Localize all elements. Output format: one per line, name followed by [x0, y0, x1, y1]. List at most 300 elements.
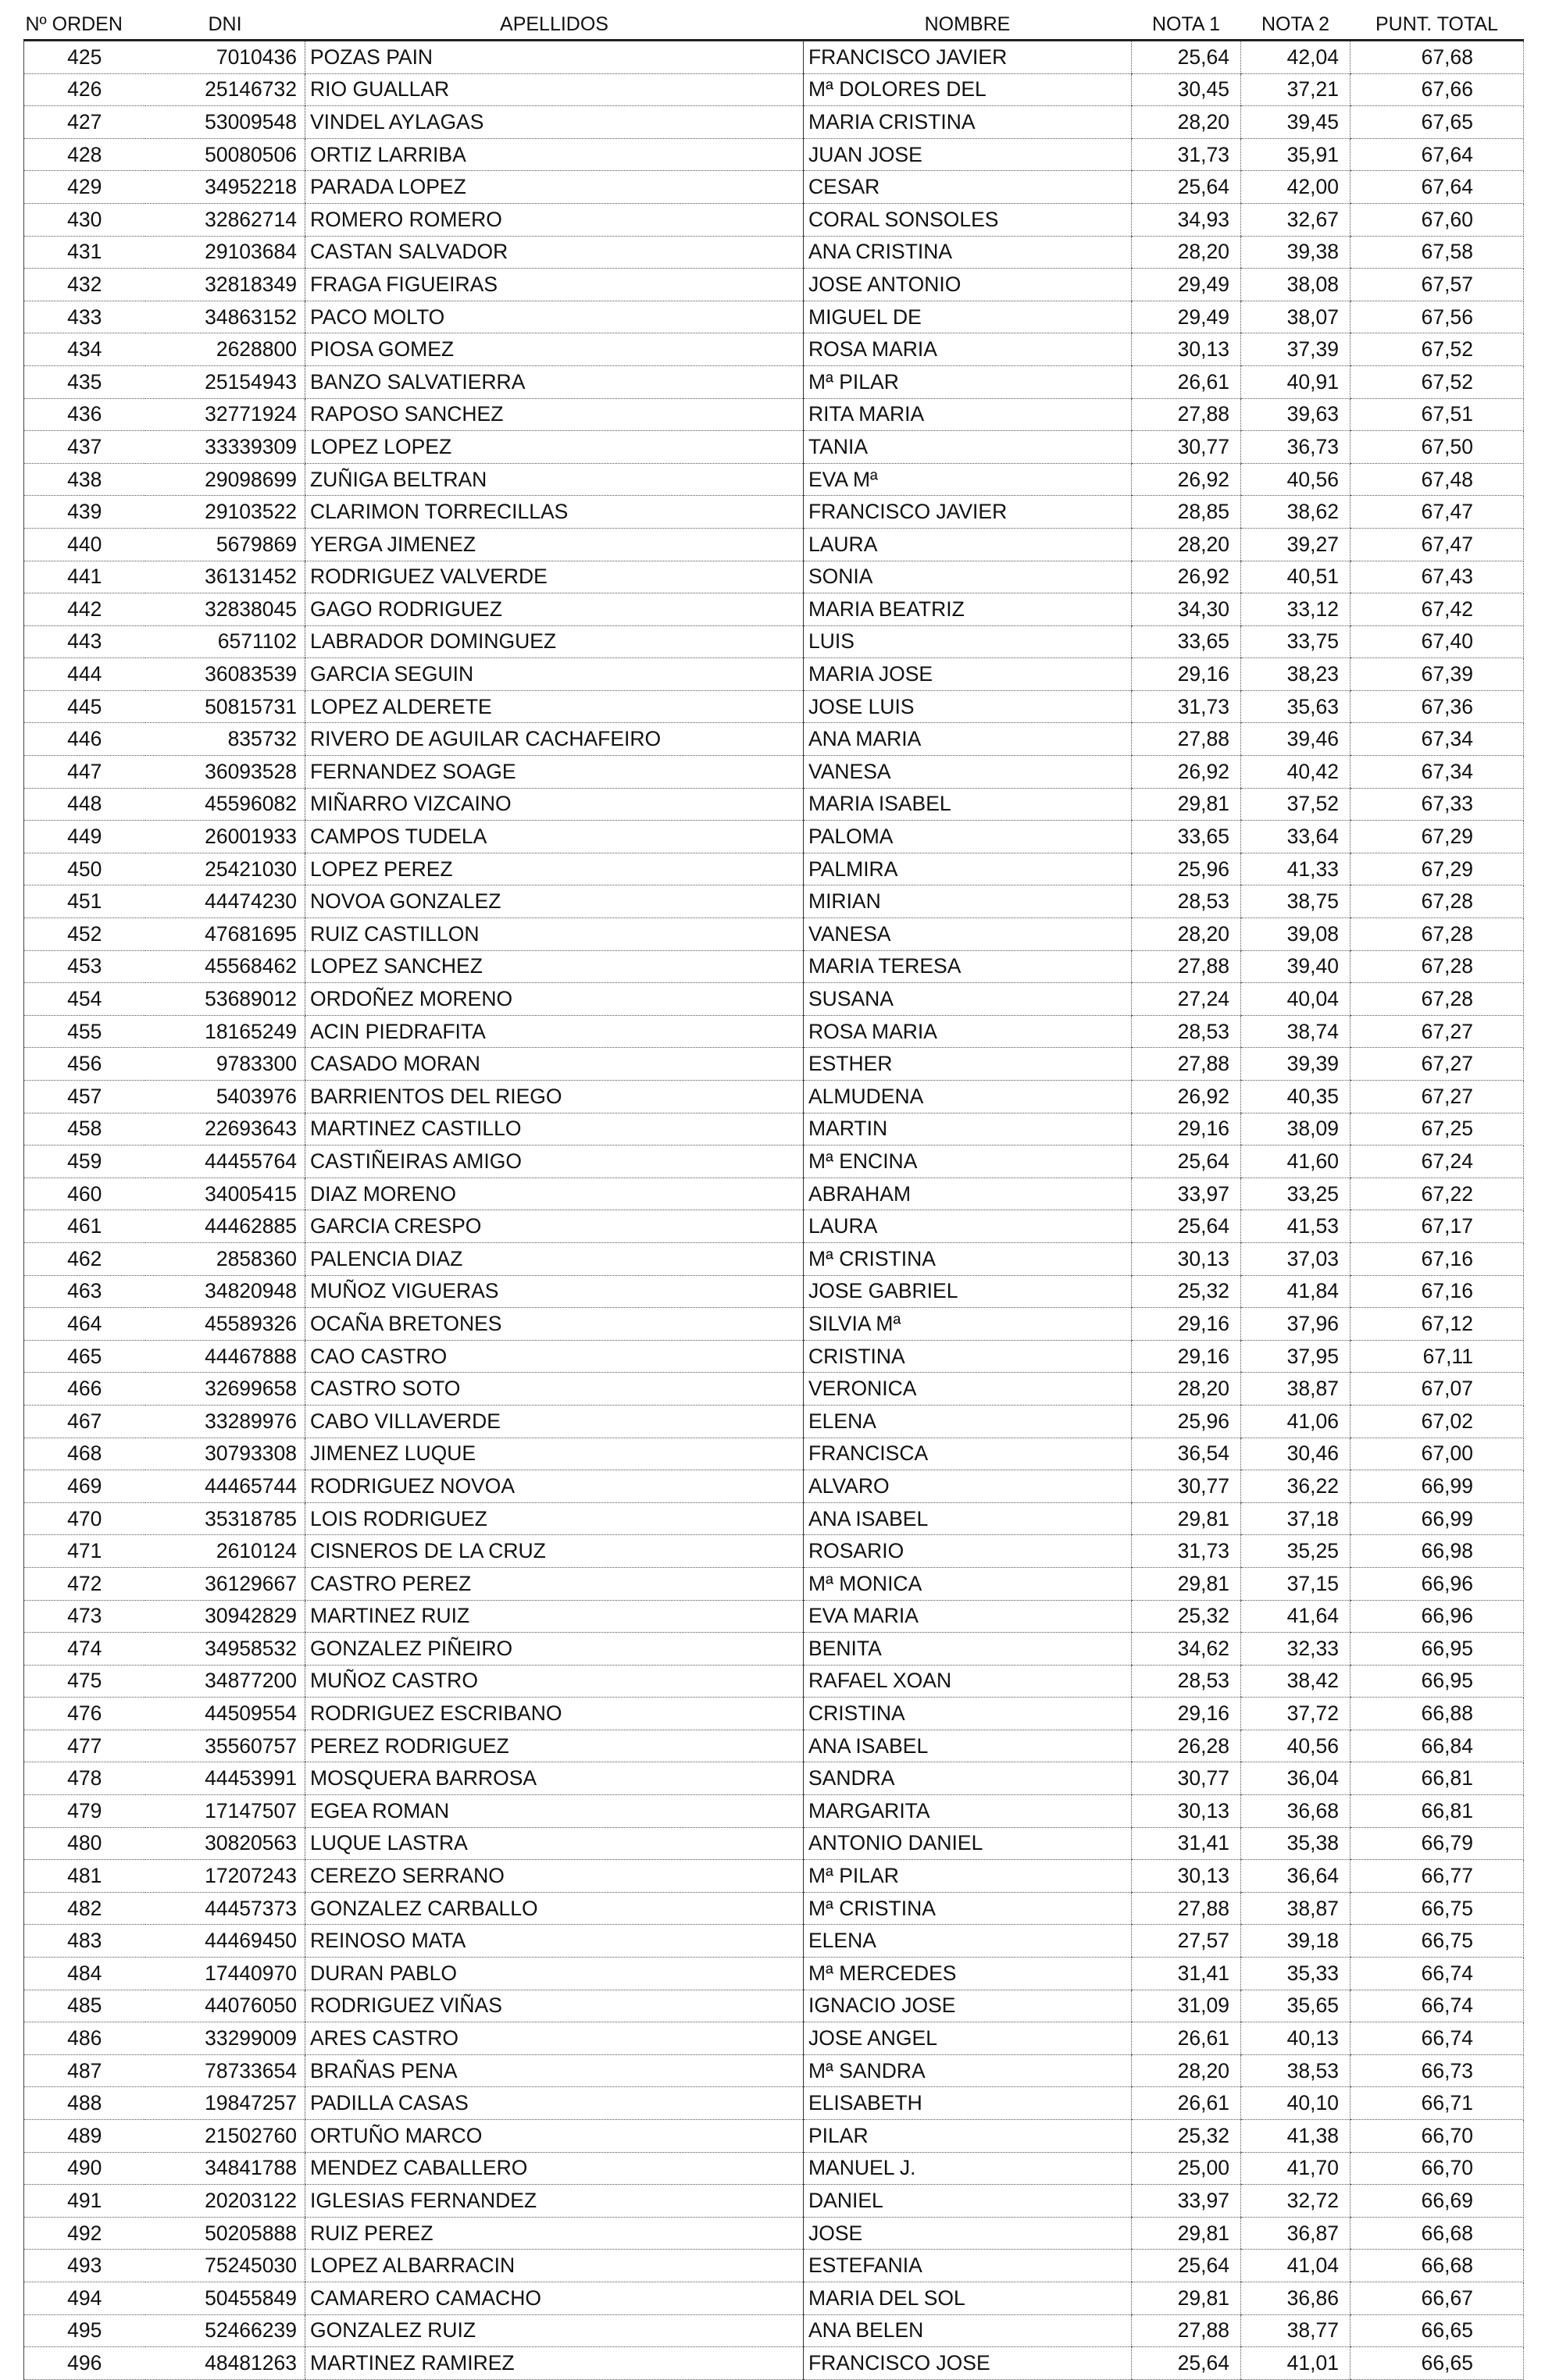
- dni-cell: 34952218: [145, 171, 305, 204]
- orden-cell: 446: [24, 723, 145, 756]
- apellidos-cell: PALENCIA DIAZ: [305, 1242, 804, 1275]
- nota1-cell: 27,88: [1132, 2314, 1241, 2347]
- apellidos-cell: FERNANDEZ SOAGE: [305, 756, 804, 789]
- table-row: [24, 1081, 1524, 1113]
- nombre-cell: FRANCISCO JAVIER: [804, 41, 1132, 74]
- dni-cell: 45596082: [145, 788, 305, 821]
- dni-cell: 48481263: [145, 2347, 305, 2380]
- total-cell: 67,00: [1350, 1438, 1524, 1470]
- dni-cell: 25154943: [145, 365, 305, 398]
- apellidos-cell: LOPEZ LOPEZ: [305, 431, 804, 464]
- nombre-cell: MARIA CRISTINA: [804, 106, 1132, 139]
- nombre-cell: CORAL SONSOLES: [804, 203, 1132, 236]
- orden-cell: 431: [24, 236, 145, 269]
- nombre-cell: ELENA: [804, 1405, 1132, 1438]
- nota2-cell: 41,33: [1241, 853, 1350, 885]
- table-row: [24, 333, 1524, 366]
- total-cell: 67,02: [1350, 1405, 1524, 1438]
- nota1-cell: 34,30: [1132, 593, 1241, 626]
- dni-cell: 19847257: [145, 2087, 305, 2120]
- dni-cell: 75245030: [145, 2250, 305, 2282]
- header-dni: DNI: [145, 5, 305, 41]
- dni-cell: 50205888: [145, 2217, 305, 2250]
- apellidos-cell: PEREZ RODRIGUEZ: [305, 1730, 804, 1762]
- nota2-cell: 36,86: [1241, 2282, 1350, 2314]
- orden-cell: 444: [24, 658, 145, 691]
- table-row: [24, 2022, 1524, 2055]
- total-cell: 67,25: [1350, 1113, 1524, 1145]
- nota2-cell: 36,73: [1241, 431, 1350, 464]
- table-row: [24, 1210, 1524, 1243]
- orden-cell: 433: [24, 301, 145, 333]
- nota2-cell: 35,38: [1241, 1827, 1350, 1860]
- orden-cell: 436: [24, 398, 145, 431]
- orden-cell: 468: [24, 1438, 145, 1470]
- total-cell: 66,95: [1350, 1665, 1524, 1698]
- apellidos-cell: FRAGA FIGUEIRAS: [305, 269, 804, 301]
- apellidos-cell: MARTINEZ RUIZ: [305, 1600, 804, 1633]
- total-cell: 67,42: [1350, 593, 1524, 626]
- nota1-cell: 25,00: [1132, 2152, 1241, 2185]
- table-row: [24, 625, 1524, 658]
- table-row: [24, 1405, 1524, 1438]
- nota2-cell: 38,77: [1241, 2314, 1350, 2347]
- nota1-cell: 28,20: [1132, 528, 1241, 561]
- dni-cell: 44474230: [145, 885, 305, 918]
- nombre-cell: VERONICA: [804, 1373, 1132, 1406]
- total-cell: 67,33: [1350, 788, 1524, 821]
- dni-cell: 36093528: [145, 756, 305, 789]
- apellidos-cell: ORDOÑEZ MORENO: [305, 983, 804, 1016]
- apellidos-cell: ROMERO ROMERO: [305, 203, 804, 236]
- total-cell: 66,74: [1350, 1990, 1524, 2022]
- table-row: [24, 1860, 1524, 1893]
- table-row: [24, 2250, 1524, 2282]
- dni-cell: 36083539: [145, 658, 305, 691]
- apellidos-cell: MOSQUERA BARROSA: [305, 1762, 804, 1795]
- nota1-cell: 29,16: [1132, 1698, 1241, 1730]
- orden-cell: 430: [24, 203, 145, 236]
- header-row: [24, 5, 1524, 41]
- nombre-cell: VANESA: [804, 918, 1132, 951]
- apellidos-cell: PACO MOLTO: [305, 301, 804, 333]
- dni-cell: 25146732: [145, 73, 305, 106]
- nota1-cell: 29,49: [1132, 269, 1241, 301]
- nota1-cell: 28,85: [1132, 496, 1241, 529]
- dni-cell: 47681695: [145, 918, 305, 951]
- dni-cell: 34841788: [145, 2152, 305, 2185]
- nombre-cell: MIGUEL DE: [804, 301, 1132, 333]
- orden-cell: 445: [24, 690, 145, 723]
- nota2-cell: 38,09: [1241, 1113, 1350, 1145]
- table-row: [24, 1827, 1524, 1860]
- nota2-cell: 39,63: [1241, 398, 1350, 431]
- nota2-cell: 38,23: [1241, 658, 1350, 691]
- table-row: [24, 1308, 1524, 1341]
- total-cell: 67,52: [1350, 333, 1524, 366]
- nota1-cell: 31,09: [1132, 1990, 1241, 2022]
- apellidos-cell: VINDEL AYLAGAS: [305, 106, 804, 139]
- apellidos-cell: RODRIGUEZ NOVOA: [305, 1470, 804, 1503]
- table-row: [24, 1502, 1524, 1535]
- dni-cell: 6571102: [145, 625, 305, 658]
- table-row: [24, 1048, 1524, 1081]
- apellidos-cell: PIOSA GOMEZ: [305, 333, 804, 366]
- orden-cell: 495: [24, 2314, 145, 2347]
- total-cell: 67,60: [1350, 203, 1524, 236]
- table-row: [24, 1470, 1524, 1503]
- table-row: [24, 528, 1524, 561]
- dni-cell: 30942829: [145, 1600, 305, 1633]
- dni-cell: 34005415: [145, 1178, 305, 1210]
- nombre-cell: FRANCISCA: [804, 1438, 1132, 1470]
- nota2-cell: 40,10: [1241, 2087, 1350, 2120]
- apellidos-cell: RUIZ CASTILLON: [305, 918, 804, 951]
- nota1-cell: 25,64: [1132, 2347, 1241, 2380]
- table-row: [24, 1567, 1524, 1600]
- nota1-cell: 31,73: [1132, 138, 1241, 171]
- nota2-cell: 40,56: [1241, 1730, 1350, 1762]
- table-row: [24, 463, 1524, 496]
- nombre-cell: FRANCISCO JOSE: [804, 2347, 1132, 2380]
- nombre-cell: ESTEFANIA: [804, 2250, 1132, 2282]
- apellidos-cell: BARRIENTOS DEL RIEGO: [305, 1081, 804, 1113]
- nota2-cell: 41,70: [1241, 2152, 1350, 2185]
- orden-cell: 491: [24, 2185, 145, 2218]
- dni-cell: 50815731: [145, 690, 305, 723]
- nombre-cell: MARIA JOSE: [804, 658, 1132, 691]
- nota1-cell: 31,41: [1132, 1958, 1241, 1990]
- orden-cell: 458: [24, 1113, 145, 1145]
- dni-cell: 2610124: [145, 1535, 305, 1568]
- nota2-cell: 40,13: [1241, 2022, 1350, 2055]
- total-cell: 67,48: [1350, 463, 1524, 496]
- apellidos-cell: NOVOA GONZALEZ: [305, 885, 804, 918]
- dni-cell: 45568462: [145, 950, 305, 983]
- total-cell: 67,36: [1350, 690, 1524, 723]
- apellidos-cell: CLARIMON TORRECILLAS: [305, 496, 804, 529]
- total-cell: 67,16: [1350, 1275, 1524, 1308]
- total-cell: 67,27: [1350, 1048, 1524, 1081]
- dni-cell: 2628800: [145, 333, 305, 366]
- nota1-cell: 30,77: [1132, 1762, 1241, 1795]
- total-cell: 67,28: [1350, 950, 1524, 983]
- total-cell: 67,11: [1350, 1340, 1524, 1373]
- nota2-cell: 37,03: [1241, 1242, 1350, 1275]
- dni-cell: 53689012: [145, 983, 305, 1016]
- table-row: [24, 853, 1524, 885]
- table-row: [24, 1892, 1524, 1925]
- nota2-cell: 40,56: [1241, 463, 1350, 496]
- nota2-cell: 39,38: [1241, 236, 1350, 269]
- nota2-cell: 37,96: [1241, 1308, 1350, 1341]
- total-cell: 67,51: [1350, 398, 1524, 431]
- total-cell: 66,71: [1350, 2087, 1524, 2120]
- total-cell: 67,43: [1350, 561, 1524, 593]
- dni-cell: 33299009: [145, 2022, 305, 2055]
- dni-cell: 44462885: [145, 1210, 305, 1243]
- apellidos-cell: CASTRO SOTO: [305, 1373, 804, 1406]
- nota2-cell: 41,64: [1241, 1600, 1350, 1633]
- nota2-cell: 37,95: [1241, 1340, 1350, 1373]
- apellidos-cell: PADILLA CASAS: [305, 2087, 804, 2120]
- orden-cell: 435: [24, 365, 145, 398]
- orden-cell: 457: [24, 1081, 145, 1113]
- table-row: [24, 1015, 1524, 1048]
- nota2-cell: 38,08: [1241, 269, 1350, 301]
- table-row: [24, 821, 1524, 853]
- nota1-cell: 29,16: [1132, 658, 1241, 691]
- nota1-cell: 27,24: [1132, 983, 1241, 1016]
- total-cell: 67,65: [1350, 106, 1524, 139]
- table-row: [24, 1633, 1524, 1666]
- dni-cell: 44457373: [145, 1892, 305, 1925]
- orden-cell: 487: [24, 2054, 145, 2087]
- nombre-cell: JOSE GABRIEL: [804, 1275, 1132, 1308]
- nota2-cell: 33,25: [1241, 1178, 1350, 1210]
- nota1-cell: 29,16: [1132, 1340, 1241, 1373]
- total-cell: 66,88: [1350, 1698, 1524, 1730]
- apellidos-cell: LUQUE LASTRA: [305, 1827, 804, 1860]
- nota1-cell: 33,97: [1132, 1178, 1241, 1210]
- nota1-cell: 31,41: [1132, 1827, 1241, 1860]
- nombre-cell: CESAR: [804, 171, 1132, 204]
- orden-cell: 459: [24, 1145, 145, 1178]
- nombre-cell: PALMIRA: [804, 853, 1132, 885]
- orden-cell: 447: [24, 756, 145, 789]
- nombre-cell: Mª PILAR: [804, 365, 1132, 398]
- nota1-cell: 27,88: [1132, 723, 1241, 756]
- orden-cell: 494: [24, 2282, 145, 2314]
- apellidos-cell: CEREZO SERRANO: [305, 1860, 804, 1893]
- nota1-cell: 25,32: [1132, 1600, 1241, 1633]
- orden-cell: 475: [24, 1665, 145, 1698]
- table-row: [24, 1178, 1524, 1210]
- apellidos-cell: POZAS PAIN: [305, 41, 804, 74]
- dni-cell: 32699658: [145, 1373, 305, 1406]
- table-row: [24, 106, 1524, 139]
- total-cell: 67,28: [1350, 983, 1524, 1016]
- orden-cell: 454: [24, 983, 145, 1016]
- orden-cell: 480: [24, 1827, 145, 1860]
- total-cell: 67,28: [1350, 885, 1524, 918]
- nombre-cell: Mª CRISTINA: [804, 1892, 1132, 1925]
- dni-cell: 26001933: [145, 821, 305, 853]
- nota1-cell: 30,77: [1132, 431, 1241, 464]
- table-row: [24, 1698, 1524, 1730]
- total-cell: 66,68: [1350, 2217, 1524, 2250]
- apellidos-cell: REINOSO MATA: [305, 1925, 804, 1958]
- nota1-cell: 28,53: [1132, 1665, 1241, 1698]
- table-row: [24, 398, 1524, 431]
- total-cell: 67,40: [1350, 625, 1524, 658]
- nota2-cell: 37,21: [1241, 73, 1350, 106]
- total-cell: 66,74: [1350, 1958, 1524, 1990]
- nota2-cell: 41,60: [1241, 1145, 1350, 1178]
- total-cell: 67,16: [1350, 1242, 1524, 1275]
- nota1-cell: 30,13: [1132, 1795, 1241, 1828]
- nota1-cell: 31,73: [1132, 1535, 1241, 1568]
- nombre-cell: PALOMA: [804, 821, 1132, 853]
- apellidos-cell: CAMPOS TUDELA: [305, 821, 804, 853]
- nombre-cell: MARTIN: [804, 1113, 1132, 1145]
- dni-cell: 835732: [145, 723, 305, 756]
- nombre-cell: CRISTINA: [804, 1340, 1132, 1373]
- table-row: [24, 2217, 1524, 2250]
- orden-cell: 453: [24, 950, 145, 983]
- nombre-cell: ANTONIO DANIEL: [804, 1827, 1132, 1860]
- orden-cell: 427: [24, 106, 145, 139]
- nombre-cell: VANESA: [804, 756, 1132, 789]
- total-cell: 66,70: [1350, 2152, 1524, 2185]
- dni-cell: 78733654: [145, 2054, 305, 2087]
- table-row: [24, 1925, 1524, 1958]
- table-row: [24, 658, 1524, 691]
- apellidos-cell: LOPEZ PEREZ: [305, 853, 804, 885]
- total-cell: 67,07: [1350, 1373, 1524, 1406]
- apellidos-cell: CASADO MORAN: [305, 1048, 804, 1081]
- dni-cell: 44467888: [145, 1340, 305, 1373]
- table-row: [24, 1340, 1524, 1373]
- orden-cell: 490: [24, 2152, 145, 2185]
- apellidos-cell: RUIZ PEREZ: [305, 2217, 804, 2250]
- orden-cell: 484: [24, 1958, 145, 1990]
- nombre-cell: JUAN JOSE: [804, 138, 1132, 171]
- apellidos-cell: MENDEZ CABALLERO: [305, 2152, 804, 2185]
- orden-cell: 452: [24, 918, 145, 951]
- dni-cell: 22693643: [145, 1113, 305, 1145]
- nota2-cell: 40,35: [1241, 1081, 1350, 1113]
- apellidos-cell: ARES CASTRO: [305, 2022, 804, 2055]
- orden-cell: 449: [24, 821, 145, 853]
- nota2-cell: 33,64: [1241, 821, 1350, 853]
- table-row: [24, 236, 1524, 269]
- total-cell: 66,81: [1350, 1762, 1524, 1795]
- total-cell: 67,64: [1350, 138, 1524, 171]
- table-row: [24, 2152, 1524, 2185]
- nombre-cell: JOSE LUIS: [804, 690, 1132, 723]
- nota1-cell: 29,81: [1132, 2217, 1241, 2250]
- nota2-cell: 35,65: [1241, 1990, 1350, 2022]
- nota1-cell: 34,93: [1132, 203, 1241, 236]
- total-cell: 67,57: [1350, 269, 1524, 301]
- nombre-cell: PILAR: [804, 2120, 1132, 2153]
- apellidos-cell: RODRIGUEZ ESCRIBANO: [305, 1698, 804, 1730]
- orden-cell: 426: [24, 73, 145, 106]
- table-row: [24, 690, 1524, 723]
- orden-cell: 485: [24, 1990, 145, 2022]
- orden-cell: 471: [24, 1535, 145, 1568]
- apellidos-cell: GONZALEZ RUIZ: [305, 2314, 804, 2347]
- nota1-cell: 29,81: [1132, 1567, 1241, 1600]
- total-cell: 66,69: [1350, 2185, 1524, 2218]
- nota2-cell: 37,39: [1241, 333, 1350, 366]
- orden-cell: 439: [24, 496, 145, 529]
- nota2-cell: 40,51: [1241, 561, 1350, 593]
- apellidos-cell: MUÑOZ VIGUERAS: [305, 1275, 804, 1308]
- apellidos-cell: RODRIGUEZ VALVERDE: [305, 561, 804, 593]
- nota1-cell: 30,13: [1132, 333, 1241, 366]
- apellidos-cell: CAO CASTRO: [305, 1340, 804, 1373]
- apellidos-cell: IGLESIAS FERNANDEZ: [305, 2185, 804, 2218]
- dni-cell: 9783300: [145, 1048, 305, 1081]
- nota1-cell: 26,92: [1132, 561, 1241, 593]
- results-table: [23, 5, 1524, 2380]
- apellidos-cell: CAMARERO CAMACHO: [305, 2282, 804, 2314]
- orden-cell: 456: [24, 1048, 145, 1081]
- dni-cell: 25421030: [145, 853, 305, 885]
- nombre-cell: SANDRA: [804, 1762, 1132, 1795]
- total-cell: 67,34: [1350, 723, 1524, 756]
- total-cell: 67,66: [1350, 73, 1524, 106]
- dni-cell: 2858360: [145, 1242, 305, 1275]
- nombre-cell: ANA ISABEL: [804, 1730, 1132, 1762]
- table-row: [24, 1535, 1524, 1568]
- apellidos-cell: CABO VILLAVERDE: [305, 1405, 804, 1438]
- nota2-cell: 37,15: [1241, 1567, 1350, 1600]
- nota2-cell: 36,64: [1241, 1860, 1350, 1893]
- orden-cell: 450: [24, 853, 145, 885]
- table-row: [24, 723, 1524, 756]
- nota1-cell: 28,20: [1132, 106, 1241, 139]
- header-nota2: NOTA 2: [1241, 5, 1350, 41]
- nombre-cell: ROSA MARIA: [804, 333, 1132, 366]
- nombre-cell: MARIA DEL SOL: [804, 2282, 1132, 2314]
- total-cell: 67,47: [1350, 496, 1524, 529]
- total-cell: 67,64: [1350, 171, 1524, 204]
- total-cell: 66,70: [1350, 2120, 1524, 2153]
- table-row: [24, 1113, 1524, 1145]
- apellidos-cell: YERGA JIMENEZ: [305, 528, 804, 561]
- dni-cell: 35560757: [145, 1730, 305, 1762]
- total-cell: 66,65: [1350, 2347, 1524, 2380]
- nota1-cell: 27,57: [1132, 1925, 1241, 1958]
- dni-cell: 5679869: [145, 528, 305, 561]
- nota1-cell: 33,65: [1132, 821, 1241, 853]
- nota1-cell: 29,81: [1132, 788, 1241, 821]
- table-row: [24, 2087, 1524, 2120]
- total-cell: 67,68: [1350, 41, 1524, 74]
- total-cell: 67,58: [1350, 236, 1524, 269]
- nota1-cell: 34,62: [1132, 1633, 1241, 1666]
- apellidos-cell: ORTIZ LARRIBA: [305, 138, 804, 171]
- total-cell: 67,34: [1350, 756, 1524, 789]
- table-row: [24, 269, 1524, 301]
- table-row: [24, 1958, 1524, 1990]
- nombre-cell: MARGARITA: [804, 1795, 1132, 1828]
- nota2-cell: 41,84: [1241, 1275, 1350, 1308]
- dni-cell: 34877200: [145, 1665, 305, 1698]
- nota2-cell: 39,46: [1241, 723, 1350, 756]
- dni-cell: 34958532: [145, 1633, 305, 1666]
- table-row: [24, 1762, 1524, 1795]
- orden-cell: 441: [24, 561, 145, 593]
- dni-cell: 32771924: [145, 398, 305, 431]
- nota1-cell: 29,16: [1132, 1308, 1241, 1341]
- nota1-cell: 30,13: [1132, 1242, 1241, 1275]
- total-cell: 66,99: [1350, 1470, 1524, 1503]
- dni-cell: 7010436: [145, 41, 305, 74]
- orden-cell: 479: [24, 1795, 145, 1828]
- total-cell: 66,75: [1350, 1925, 1524, 1958]
- nota1-cell: 33,97: [1132, 2185, 1241, 2218]
- nota2-cell: 39,27: [1241, 528, 1350, 561]
- table-row: [24, 788, 1524, 821]
- orden-cell: 463: [24, 1275, 145, 1308]
- nota1-cell: 29,81: [1132, 1502, 1241, 1535]
- nombre-cell: ELISABETH: [804, 2087, 1132, 2120]
- orden-cell: 443: [24, 625, 145, 658]
